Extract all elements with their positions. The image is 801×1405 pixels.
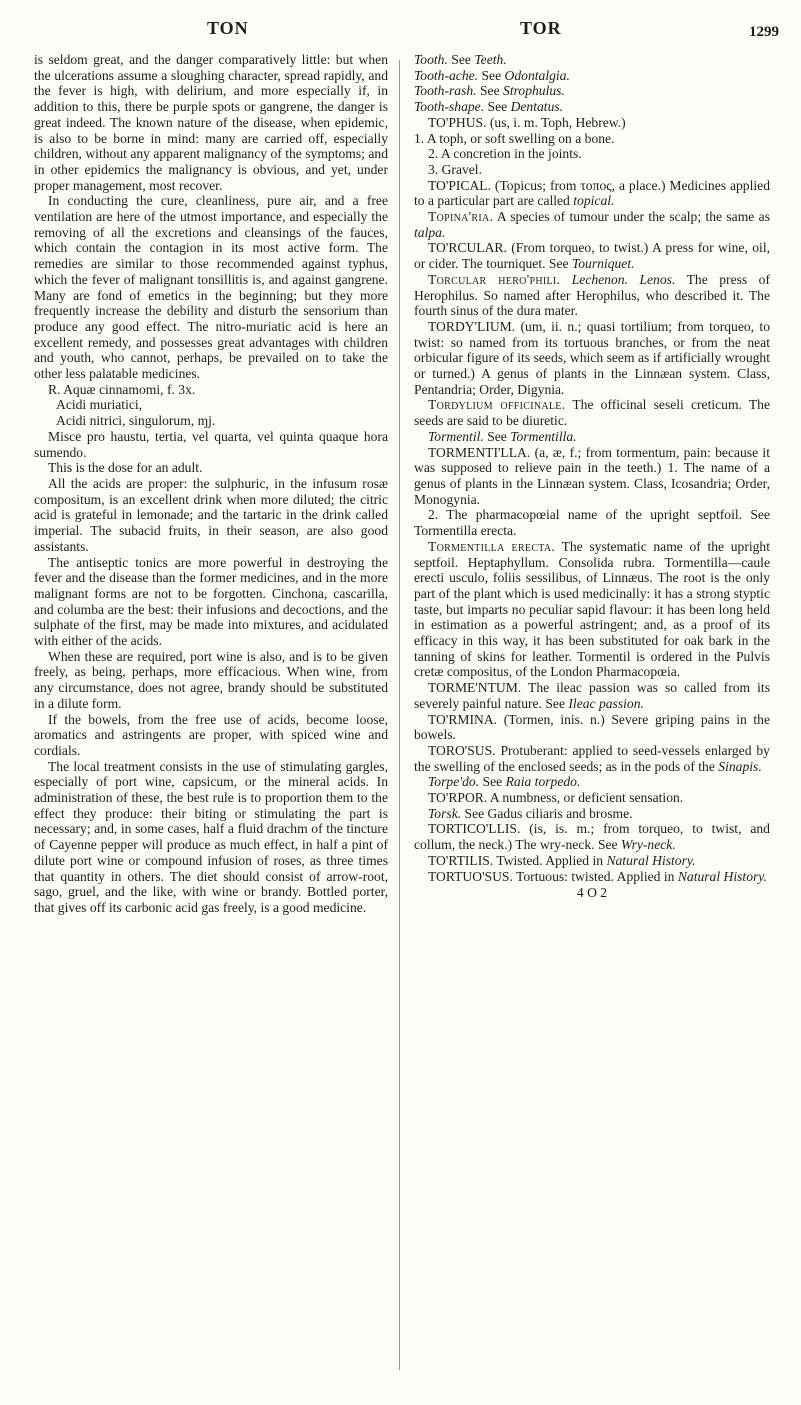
entry-sense: 1. A toph, or soft swelling on a bone. xyxy=(414,130,615,146)
paragraph: This is the dose for an adult. xyxy=(48,460,203,476)
entry-headword: Torsk. xyxy=(428,805,462,821)
dictionary-entry: TORME'NTUM. The ileac passion was so called from its severely painful nature. See Ileac passion. xyxy=(414,680,771,711)
paragraph: When these are required, port wine is also, and is to be given freely, as being, perhaps, more efficacious. When wine, from any circumstance, does not agree, brandy should be substituted in a dilute form. xyxy=(34,648,388,711)
cross-reference: Natural History. xyxy=(677,868,767,884)
prescription-line: Acidi nitrici, singulorum, ɱj. xyxy=(56,413,216,429)
prescription-line: Misce pro haustu, tertia, vel quarta, vel quinta quaque hora sumendo. xyxy=(34,428,388,460)
dictionary-entry: TORO'SUS. Protuberant: applied to seed-vessels enlarged by the swelling of the enclosed seeds; as in the pods of the Sinapis. xyxy=(414,742,770,774)
entry-headword: TORTICO'LLIS. xyxy=(428,821,521,837)
entry-sense: 2. A concretion in the joints. xyxy=(428,146,582,162)
entry-headword: Tooth-ache. xyxy=(414,67,479,83)
entry-headword: TO'RMINA. xyxy=(428,711,498,727)
entry-headword: TO'PHUS. xyxy=(428,114,487,130)
entry-headword: Tooth-rash. xyxy=(414,83,477,99)
entry-headword: Tormentilla erecta. xyxy=(428,538,556,554)
dictionary-entry: TORTICO'LLIS. (is, is. m.; from torqueo, to twist, and collum, the neck.) The wry-neck. See Wry-neck. xyxy=(414,821,770,853)
paragraph: In conducting the cure, cleanliness, pure air, and a free ventilation are here of the utmost importance, and especially the removing of all the excretions and cleansings of the fauces, which contain the contagion in its most active form. The remedies are similar to those recommended against typhus, which the fever of malignant tonsillitis is, and against gangrene. Many are fond of emetics in the beginning; but they more frequently increase the debility and disturb the sensorium than produce any good effect. The nitro-muriatic acid is here an excellent remedy, and possesses great advantages with children and youth, who cannot, perhaps, be prevailed on to take the other less palatable medicines. xyxy=(34,193,388,382)
prescription-line: R. Aquæ cinnamomi, f. 3x. xyxy=(48,381,196,397)
entry-headword: TORMENTI'LLA. xyxy=(428,444,531,460)
entry-sense: 3. Gravel. xyxy=(428,161,482,177)
entry-headword: TO'PICAL. xyxy=(428,177,491,193)
cross-reference: Strophulus. xyxy=(503,83,565,99)
entry-sense: 2. The pharmacopœial name of the upright septfoil. See Tormentilla erecta. xyxy=(414,507,770,539)
cross-reference: Tormentilla. xyxy=(510,428,577,444)
cross-reference: Odontalgia. xyxy=(504,67,570,83)
paragraph: The local treatment consists in the use of stimulating gargles, especially of port wine, capsicum, or the mineral acids. In administration of these, the best rule is to proportion them to the effect they produce: their biting or stimulating the part is necessary; and, in some cases, half a fluid drachm of the tincture of Cayenne pepper will produce as much effect, in half a pint of dilute port wine or compound infusion of roses, as three times that quantity in others. The diet should consist of arrow-root, sago, gruel, and the like, with wine or brandy. Bottled porter, that gives off its carbonic acid gas freely, is a good medicine. xyxy=(34,758,388,915)
entry-headword: TO'RPOR. xyxy=(428,790,488,806)
entry-headword: TO'RTILIS. xyxy=(428,852,494,868)
paragraph: The antiseptic tonics are more powerful in destroying the fever and the disease than the former medicines, and in the more malignant forms are not to be forgotten. Cinchona, cascarilla, and columba are the best: their infusions and decoctions, and the sulphate of the first, may be made into mixtures, and acidulated with either of the acids. xyxy=(34,554,388,649)
entry-headword: Torcular hero'phili. xyxy=(428,271,561,287)
dictionary-entry: Tormentilla erecta. The systematic name of the upright septfoil. Heptaphyllum. Consolida rubra. Tormentilla—caule erecti usculo, foliis sessilibus, of Linnæus. The root is the only part of the plant which is used medicinally: it has a strong styptic taste, but imparts no peculiar sapid flavour: it has been long held in estimation as a powerful astringent; and, as a proof of its efficacy in this way, it has been substituted for oak bark in the tanning of skins for leather. Tormentil is ordered in the Pulvis cretæ compositus, of the London Pharmacopœia. xyxy=(414,538,770,680)
entry-headword: Torpe'do. xyxy=(428,774,480,790)
entry-headword: TORTUO'SUS. xyxy=(428,868,513,884)
prescription-line: Acidi muriatici, xyxy=(56,397,143,413)
page-number: 1299 xyxy=(749,24,779,40)
cross-reference: Raia torpedo. xyxy=(505,774,581,790)
entry-headword: Tooth-shape. xyxy=(414,99,485,115)
dictionary-entry: Torsk. See Gadus ciliaris and brosme. xyxy=(428,805,633,821)
dictionary-entry: Tooth-shape. See Dentatus. xyxy=(414,99,564,115)
cross-reference: Natural History. xyxy=(606,852,696,868)
entry-headword: TORDY'LIUM. xyxy=(428,318,516,334)
cross-reference: talpa. xyxy=(414,224,446,240)
column-divider xyxy=(399,60,400,1370)
cross-reference: Sinapis. xyxy=(718,758,762,774)
entry-headword: TORO'SUS. xyxy=(428,742,496,758)
running-head-right: TOR xyxy=(520,18,562,38)
dictionary-entry: Tooth. See Teeth. xyxy=(414,52,507,67)
dictionary-entry: TORMENTI'LLA. (a, æ, f.; from tormentum, pain: because it was supposed to relieve pain in the teeth.) 1. The name of a genus of plants in the Linnæan system. Class, Icosandria; Order, Monogynia. xyxy=(414,444,770,507)
paragraph: All the acids are proper: the sulphuric, in the infusum rosæ compositum, is an excellent drink when more diluted; the citric acid is grateful in lemonade; and the tartaric in the drink called imperial. The subacid fruits, in their season, are also good assistants. xyxy=(34,475,388,554)
dictionary-entry: Tormentil. See Tormentilla. xyxy=(428,428,577,444)
entry-headword: TORME'NTUM. xyxy=(428,680,522,696)
paragraph: If the bowels, from the free use of acids, become loose, aromatics and astringents are proper, with spiced wine and cordials. xyxy=(34,711,388,758)
entry-headword: Tormentil. xyxy=(428,428,484,444)
dictionary-entry: TORTUO'SUS. Tortuous: twisted. Applied in Natural History. xyxy=(428,868,767,884)
cross-reference: topical. xyxy=(573,193,615,209)
left-column xyxy=(34,52,388,916)
dictionary-entry: Tordylium officinale. The officinal seseli creticum. The seeds are said to be diuretic. xyxy=(414,397,771,429)
dictionary-entry: TO'PHUS. (us, i. m. Toph, Hebrew.) xyxy=(428,114,626,130)
dictionary-entry: TO'RTILIS. Twisted. Applied in Natural History. xyxy=(428,852,696,868)
dictionary-entry: TO'RCULAR. (From torqueo, to twist.) A press for wine, oil, or cider. The tourniquet. See Tourniquet. xyxy=(414,240,770,272)
signature-mark: 4 O 2 xyxy=(576,885,608,901)
dictionary-entry: TORDY'LIUM. (um, ii. n.; quasi tortilium; from torqueo, to twist: so named from its tortuous branches, or from the neat orbicular figure of its seeds, which seem as if artificially wrought or turned.) A genus of plants in the Linnæan system. Class, Pentandria; Order, Digynia. xyxy=(414,318,770,397)
dictionary-entry: Topina'ria. A species of tumour under the scalp; the same as talpa. xyxy=(414,209,770,240)
cross-reference: Ileac passion. xyxy=(568,695,644,711)
dictionary-entry: Tooth-rash. See Strophulus. xyxy=(414,83,565,99)
dictionary-entry: TO'RPOR. A numbness, or deficient sensation. xyxy=(428,790,684,806)
entry-headword: Topina'ria. xyxy=(428,209,494,225)
cross-reference: Dentatus. xyxy=(510,99,564,115)
entry-headword: Tordylium officinale. xyxy=(428,397,566,413)
dictionary-entry: Torcular hero'phili. Lechenon. Lenos. The press of Herophilus. So named after Herophilus, who described it. The fourth sinus of the dura mater. xyxy=(414,271,770,319)
cross-reference: Teeth. xyxy=(474,52,507,67)
entry-headword: Tooth. xyxy=(414,52,448,67)
cross-reference: Wry-neck. xyxy=(621,837,676,853)
dictionary-entry: TO'PICAL. (Topicus; from τοπος, a place.) Medicines applied to a particular part are called topical. xyxy=(414,177,770,209)
entry-headword: TO'RCULAR. xyxy=(428,240,507,256)
right-column xyxy=(414,52,770,901)
paragraph: is seldom great, and the danger comparatively little: but when the ulcerations assume a sloughing character, spread rapidly, and the fever is high, with delirium, and more especially if, in addition to this, there be purple spots or gangrene, the danger is great indeed. The known nature of the disease, when epidemic, is also to be borne in mind: many are carried off, especially children, without any apparent malignancy of the symptoms; and in other epidemics the malignancy is obvious, and yet, under proper management, most recover. xyxy=(34,52,388,193)
running-head-left: TON xyxy=(207,18,249,38)
dictionary-entry: TO'RMINA. (Tormen, inis. n.) Severe griping pains in the bowels. xyxy=(414,711,770,743)
dictionary-entry: Torpe'do. See Raia torpedo. xyxy=(428,774,581,790)
dictionary-entry: Tooth-ache. See Odontalgia. xyxy=(414,67,570,83)
cross-reference: Tourniquet. xyxy=(571,256,635,272)
